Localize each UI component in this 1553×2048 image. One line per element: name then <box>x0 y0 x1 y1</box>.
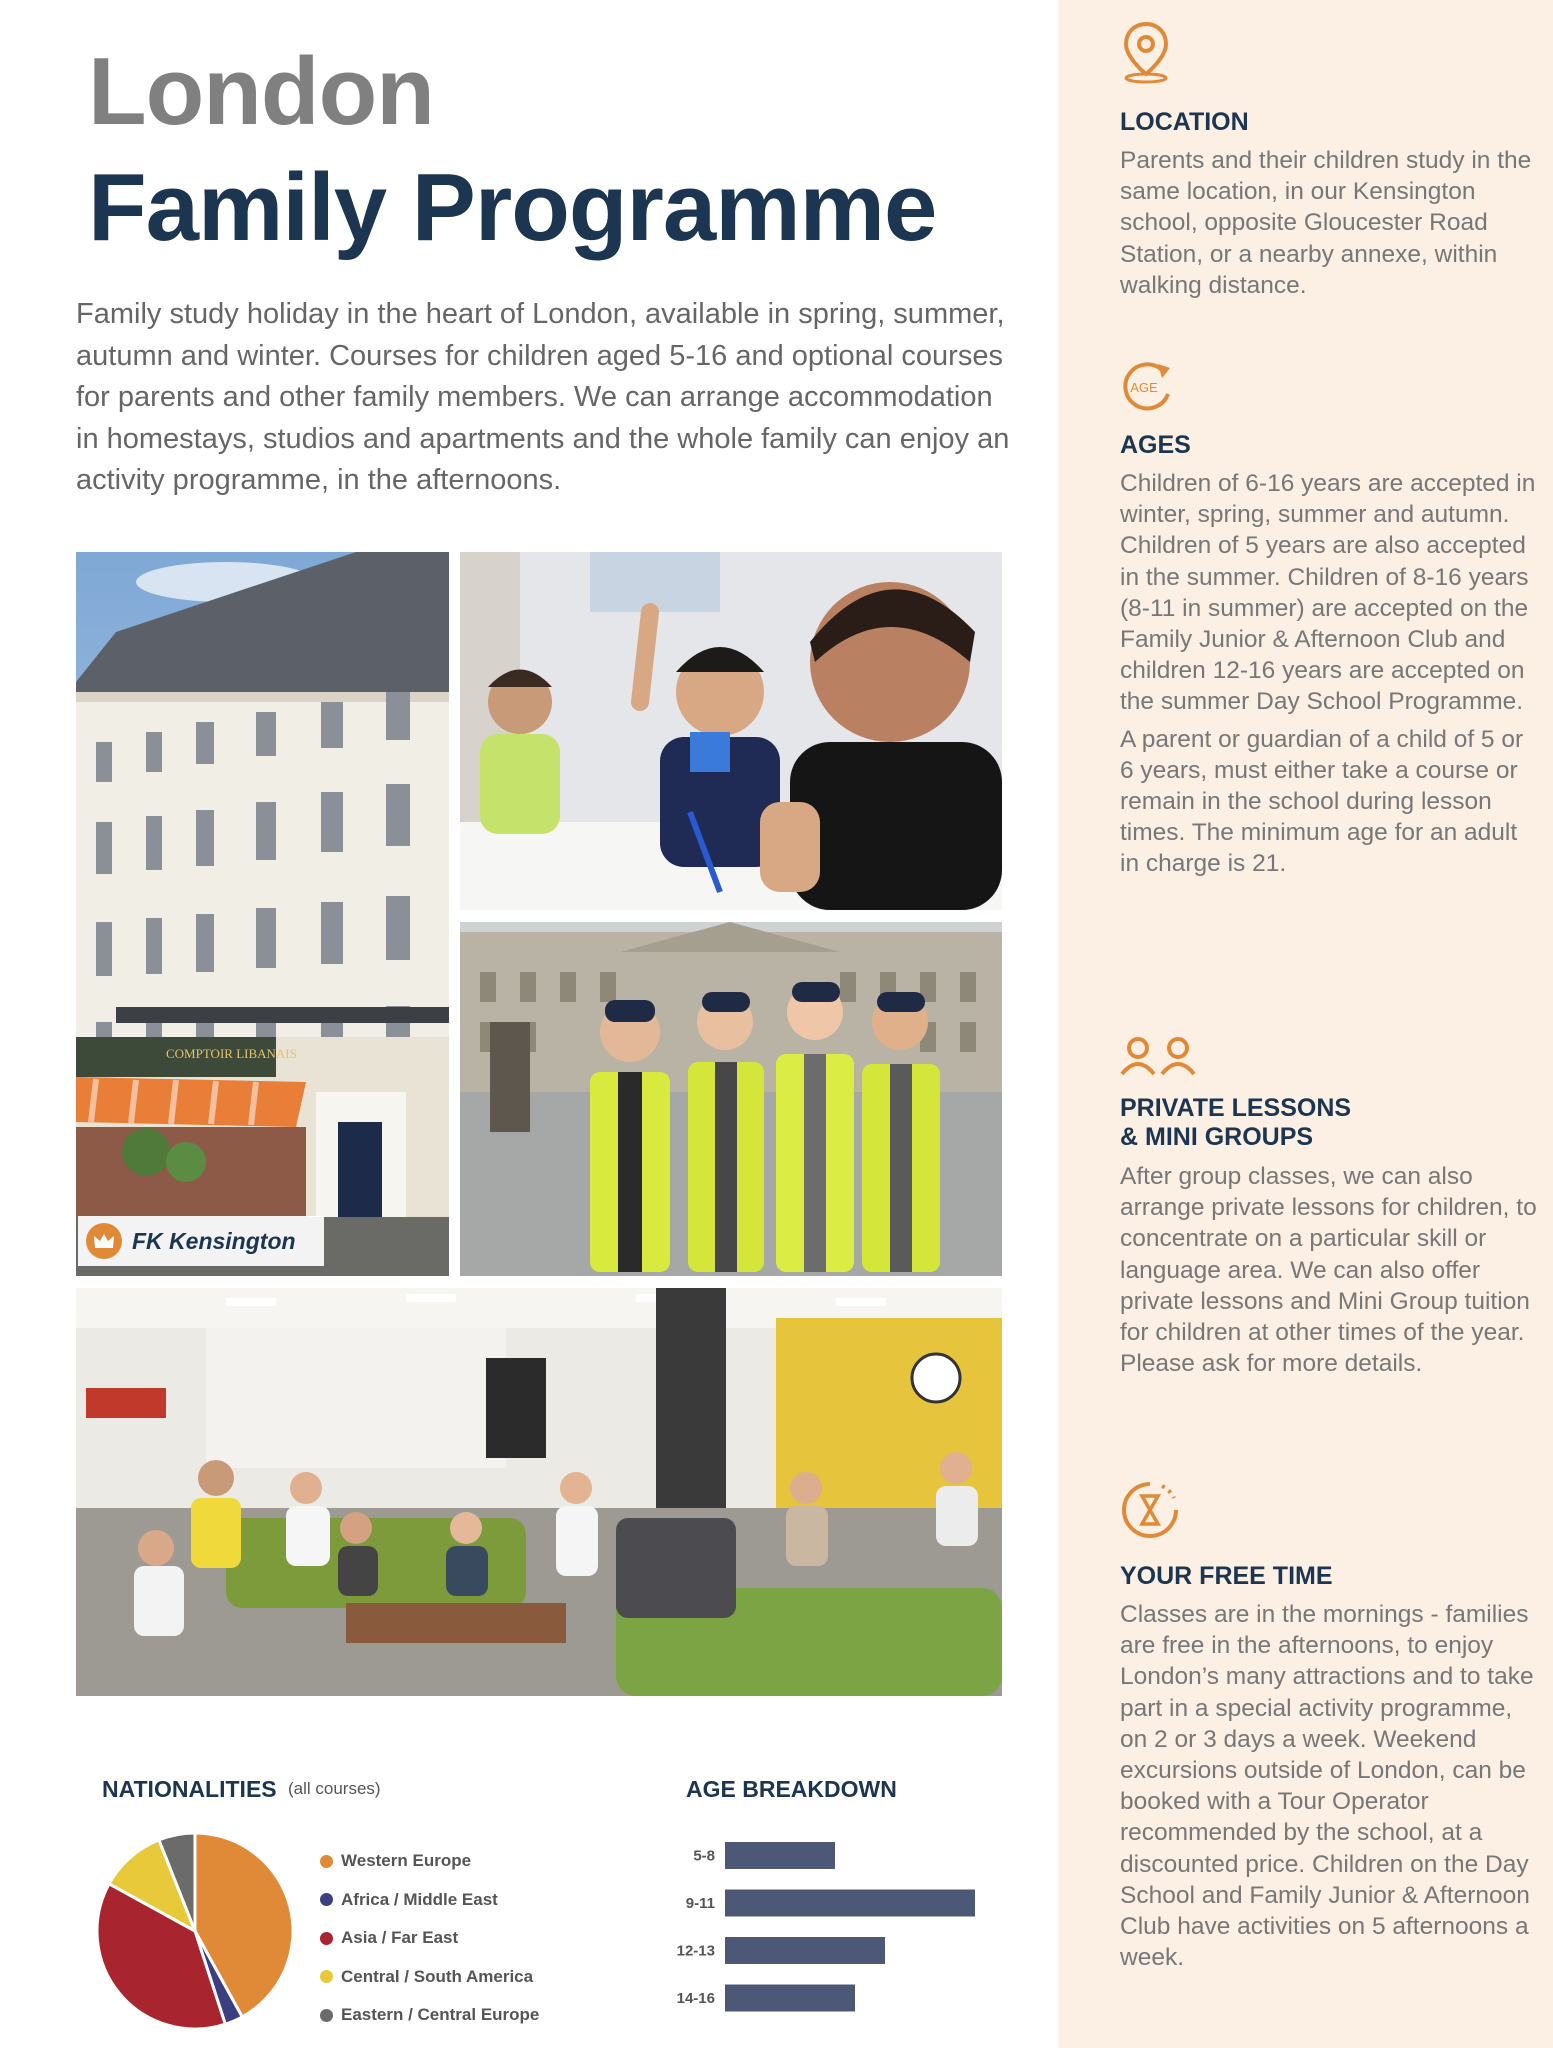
legend-label: Africa / Middle East <box>341 1889 498 1909</box>
legend-color-dot <box>320 1855 333 1868</box>
bar-category-label: 14-16 <box>676 1990 715 2007</box>
location-pin-icon <box>1118 20 1174 89</box>
age-breakdown-bar-chart <box>660 1830 1000 2030</box>
free-time-text <box>1120 1599 1540 1973</box>
location-paragraph: Parents and their children study in the same location, in our Kensington school, opposite Gloucester Road Station, or a nearby annexe, within walking distance. <box>1120 147 1532 299</box>
info-sidebar <box>1058 0 1553 2048</box>
ages-paragraph-2: A parent or guardian of a child of 5 or 6 years, must either take a course or remain in the school during lesson times. The minimum age for an adult in charge is 21. <box>1120 725 1524 878</box>
svg-text:AGE: AGE <box>1130 380 1158 395</box>
legend-color-dot <box>320 2009 333 2022</box>
page-title-city: London <box>88 38 434 145</box>
free-time-heading: YOUR FREE TIME <box>1120 1562 1333 1590</box>
age-bar-9-11 <box>725 1890 975 1917</box>
palace-trip-photo <box>460 922 1002 1276</box>
legend-item <box>320 1996 539 2035</box>
legend-color-dot <box>320 1970 333 1983</box>
group-people-icon <box>1118 1036 1202 1081</box>
nationalities-chart-subtitle: (all courses) <box>288 1779 381 1798</box>
age-breakdown-chart-title: AGE BREAKDOWN <box>686 1776 897 1802</box>
legend-color-dot <box>320 1893 333 1906</box>
legend-item <box>320 1958 539 1997</box>
bar-category-label: 12-13 <box>676 1942 715 1960</box>
location-heading: LOCATION <box>1120 108 1249 136</box>
private-lessons-heading <box>1120 1094 1351 1152</box>
school-name-label <box>78 1216 324 1266</box>
age-bar-14-16 <box>725 1985 855 2012</box>
page-title: Family Programme <box>88 154 937 261</box>
school-name: FK Kensington <box>132 1227 296 1254</box>
legend-label: Eastern / Central Europe <box>341 2005 540 2025</box>
ages-heading: AGES <box>1120 431 1191 459</box>
legend-label: Central / South America <box>341 1966 534 1986</box>
hourglass-icon <box>1118 1478 1182 1547</box>
legend-item <box>320 1881 539 1920</box>
bar-category-label: 9-11 <box>685 1895 715 1912</box>
legend-item <box>320 1919 539 1958</box>
private-lessons-text <box>1120 1161 1540 1379</box>
age-bar-5-8 <box>725 1842 835 1869</box>
nationalities-chart-title: NATIONALITIES <box>102 1776 277 1802</box>
age-icon <box>1118 358 1176 421</box>
nationalities-pie-chart <box>90 1826 300 2036</box>
nationalities-legend <box>320 1842 539 2035</box>
private-lessons-paragraph: After group classes, we can also arrange private lessons for children, to concentrate on a particular skill or language area. We can also offer private lessons and Mini Group tuition for children at other times of the year. Please ask for more details. <box>1120 1163 1537 1378</box>
ages-paragraph-1: Children of 6-16 years are accepted in winter, spring, summer and autumn. Children of 5 years are also accepted in the summer. Children of 8-16 years (8-11 in summer) are accepted on the Family Junior & Afternoon Club and children 12-16 years are accepted on the summer Day School Programme. <box>1120 470 1536 716</box>
age-bar-12-13 <box>725 1937 885 1964</box>
private-lessons-heading-line1: PRIVATE LESSONS <box>1120 1094 1352 1122</box>
legend-color-dot <box>320 1932 333 1945</box>
location-text <box>1120 145 1540 301</box>
classroom-photo <box>460 552 1002 910</box>
ages-text <box>1120 468 1540 880</box>
legend-label: Western Europe <box>341 1851 472 1871</box>
bar-category-label: 5-8 <box>693 1847 715 1865</box>
free-time-paragraph: Classes are in the mornings - families are free in the afternoons, to enjoy London’s many attractions and to take part in a special activity programme, on 2 or 3 days a week. Weekend excursions outside of London, can be booked with a Tour Operator recommended by the school, at a discounted price. Children on the Day School and Family Junior & Afternoon Club have activities on 5 afternoons a week. <box>1120 1601 1534 1972</box>
school-building-photo <box>76 552 449 1276</box>
legend-label: Asia / Far East <box>341 1928 459 1948</box>
intro-paragraph: Family study holiday in the heart of London, available in spring, summer, autumn and winter. Courses for children aged 5-16 and optional courses for parents and other family members. We can arrange accommodation in homestays, studios and apartments and the whole family can enjoy an activity programme, in the afternoons. <box>76 298 1010 496</box>
student-lounge-photo <box>76 1288 1002 1696</box>
private-lessons-heading-line2: & MINI GROUPS <box>1120 1123 1314 1151</box>
shop-sign: COMPTOIR LIBANAIS <box>166 1046 297 1061</box>
crown-logo-icon <box>86 1223 122 1259</box>
legend-item <box>320 1842 539 1881</box>
